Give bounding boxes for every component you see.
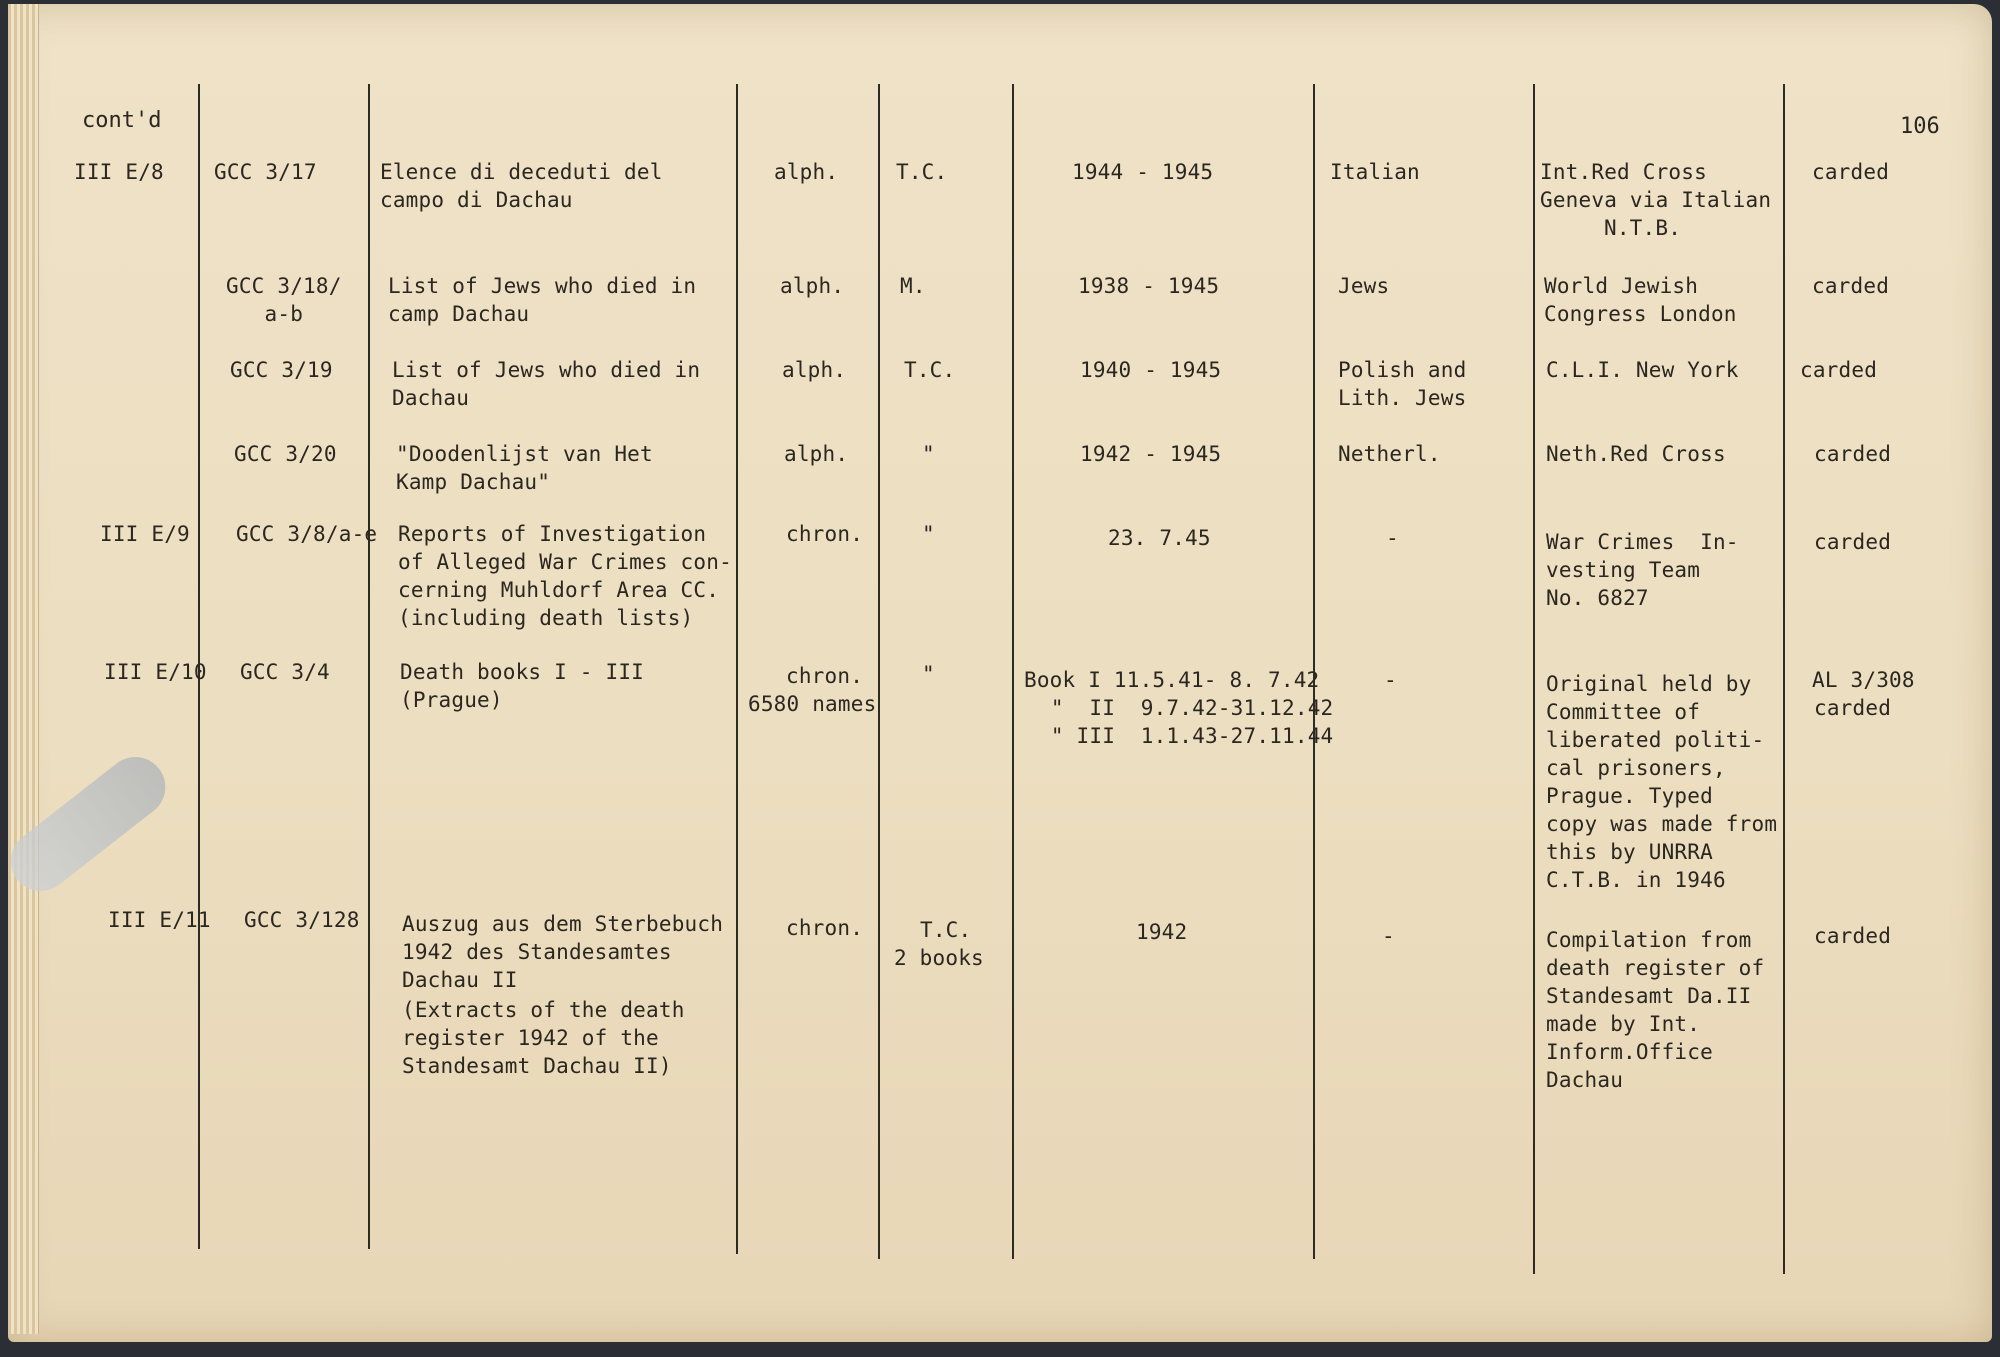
- row-status: carded: [1814, 924, 1892, 948]
- row-ref-no: GCC 3/18/ a-b: [226, 274, 342, 326]
- row-source-line: copy was made from: [1546, 812, 1778, 836]
- column-rule: [368, 84, 370, 1249]
- row-source-line: this by UNRRA: [1546, 840, 1713, 864]
- row-title-line: of Alleged War Crimes con-: [398, 550, 732, 574]
- row-nationality: Netherl.: [1338, 442, 1441, 466]
- row-source-line: death register of: [1546, 956, 1765, 980]
- row-arrangement: chron.: [786, 522, 864, 546]
- column-rule: [1533, 84, 1535, 1274]
- row-source-line: C.T.B. in 1946: [1546, 868, 1726, 892]
- row-status: carded: [1814, 530, 1892, 554]
- row-dates-line: Book I 11.5.41- 8. 7.42: [1024, 668, 1320, 692]
- row-copy: T.C.: [896, 160, 948, 184]
- row-ref-no: GCC 3/17: [214, 160, 317, 184]
- row-title-line: Auszug aus dem Sterbebuch: [402, 912, 724, 936]
- row-title-line: camp Dachau: [388, 302, 530, 326]
- row-source-line: Dachau: [1546, 1068, 1624, 1092]
- row-arrangement: alph.: [782, 358, 847, 382]
- row-copy-line: T.C.: [920, 918, 972, 942]
- row-nationality: -: [1384, 668, 1397, 692]
- row-status: carded: [1800, 358, 1878, 382]
- row-status-line: carded: [1814, 696, 1892, 720]
- row-title-line: Elence di deceduti del: [380, 160, 663, 184]
- book-binding-edge: [8, 4, 39, 1334]
- row-title-line: Dachau II: [402, 968, 518, 992]
- row-copy: M.: [900, 274, 926, 298]
- column-rule: [736, 84, 738, 1254]
- row-status: carded: [1814, 442, 1892, 466]
- row-nationality-line: Lith. Jews: [1338, 386, 1467, 410]
- row-nationality: -: [1382, 924, 1395, 948]
- row-source-line: World Jewish: [1544, 274, 1699, 298]
- row-arrangement-line: chron.: [786, 664, 864, 688]
- row-title-line: Dachau: [392, 386, 470, 410]
- row-status-line: AL 3/308: [1812, 668, 1915, 692]
- row-source-line: vesting Team: [1546, 558, 1701, 582]
- row-title-line: Death books I - III: [400, 660, 645, 684]
- row-title-line: cerning Muhldorf Area CC.: [398, 578, 720, 602]
- ledger-page: [8, 4, 1992, 1342]
- row-nationality-line: Polish and: [1338, 358, 1467, 382]
- row-status: carded: [1812, 160, 1890, 184]
- row-dates-line: " III 1.1.43-27.11.44: [1038, 724, 1334, 748]
- row-ref-no: GCC 3/20: [234, 442, 337, 466]
- row-source-line: N.T.B.: [1604, 216, 1682, 240]
- row-source-line: Original held by: [1546, 672, 1752, 696]
- row-source-line: cal prisoners,: [1546, 756, 1726, 780]
- row-arrangement: alph.: [780, 274, 845, 298]
- row-copy-line: 2 books: [894, 946, 984, 970]
- row-title-line: (Prague): [400, 688, 503, 712]
- row-nationality: Jews: [1338, 274, 1390, 298]
- column-rule: [878, 84, 880, 1259]
- row-source-line: Inform.Office: [1546, 1040, 1713, 1064]
- row-source-line: liberated politi-: [1546, 728, 1765, 752]
- row-title-line: List of Jews who died in: [392, 358, 701, 382]
- row-source-line: Standesamt Da.II: [1546, 984, 1752, 1008]
- row-dates-line: " II 9.7.42-31.12.42: [1038, 696, 1334, 720]
- row-ref-no: GCC 3/8/a-e: [236, 522, 378, 546]
- row-ref-no: GCC 3/19: [230, 358, 333, 382]
- row-dates: 1938 - 1945: [1078, 274, 1220, 298]
- row-source-line: Prague. Typed: [1546, 784, 1713, 808]
- row-copy: T.C.: [904, 358, 956, 382]
- row-ref: III E/11: [108, 908, 211, 932]
- row-ref: III E/9: [100, 522, 190, 546]
- page-number: 106: [1900, 114, 1940, 139]
- row-title-line: Kamp Dachau": [396, 470, 551, 494]
- row-ref: III E/10: [104, 660, 207, 684]
- row-title-line: Standesamt Dachau II): [402, 1054, 672, 1078]
- row-source-line: War Crimes In-: [1546, 530, 1739, 554]
- row-nationality: -: [1386, 526, 1399, 550]
- row-source-line: Int.Red Cross: [1540, 160, 1707, 184]
- row-copy: ": [922, 662, 935, 686]
- row-status: carded: [1812, 274, 1890, 298]
- continued-label: cont'd: [82, 108, 162, 133]
- row-source-line: Geneva via Italian: [1540, 188, 1772, 212]
- row-source-line: Neth.Red Cross: [1546, 442, 1726, 466]
- row-dates: 1942: [1136, 920, 1188, 944]
- column-rule: [1012, 84, 1014, 1259]
- row-arrangement: alph.: [784, 442, 849, 466]
- row-ref: III E/8: [74, 160, 164, 184]
- row-title-line: register 1942 of the: [402, 1026, 659, 1050]
- row-copy: ": [922, 522, 935, 546]
- row-source-line: made by Int.: [1546, 1012, 1701, 1036]
- row-dates: 1940 - 1945: [1080, 358, 1222, 382]
- row-dates: 1944 - 1945: [1072, 160, 1214, 184]
- row-title-line: List of Jews who died in: [388, 274, 697, 298]
- row-title-line: 1942 des Standesamtes: [402, 940, 672, 964]
- row-title-line: (including death lists): [398, 606, 694, 630]
- row-ref-no: GCC 3/4: [240, 660, 330, 684]
- row-copy: ": [922, 442, 935, 466]
- row-arrangement-line: 6580 names: [748, 692, 877, 716]
- row-source-line: Compilation from: [1546, 928, 1752, 952]
- row-title-line: Reports of Investigation: [398, 522, 707, 546]
- row-dates: 23. 7.45: [1108, 526, 1211, 550]
- row-source-line: C.L.I. New York: [1546, 358, 1739, 382]
- row-arrangement: alph.: [774, 160, 839, 184]
- row-source-line: Committee of: [1546, 700, 1701, 724]
- row-title-line: campo di Dachau: [380, 188, 573, 212]
- row-title-line: "Doodenlijst van Het: [396, 442, 653, 466]
- row-nationality: Italian: [1330, 160, 1420, 184]
- row-dates: 1942 - 1945: [1080, 442, 1222, 466]
- row-ref-no: GCC 3/128: [244, 908, 360, 932]
- row-source-line: Congress London: [1544, 302, 1737, 326]
- row-arrangement: chron.: [786, 916, 864, 940]
- column-rule: [1783, 84, 1785, 1274]
- row-source-line: No. 6827: [1546, 586, 1649, 610]
- row-title-line: (Extracts of the death: [402, 998, 685, 1022]
